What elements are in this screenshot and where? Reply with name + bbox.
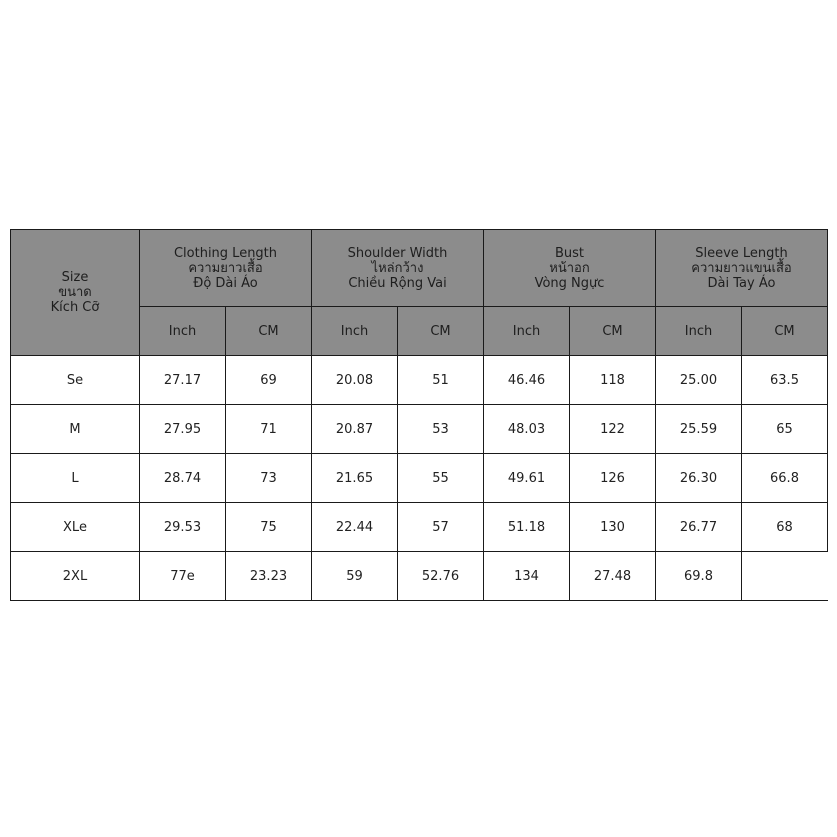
unit-header: Inch [656, 307, 742, 356]
value-cell: 68 [742, 503, 828, 552]
value-cell: 122 [570, 405, 656, 454]
table-row [11, 503, 828, 552]
value-cell: 57 [398, 503, 484, 552]
value-cell: 69.8 [656, 552, 742, 601]
value-cell: 28.74 [140, 454, 226, 503]
unit-header: Inch [312, 307, 398, 356]
value-cell: 130 [570, 503, 656, 552]
size-header-vi: Kích Cỡ [50, 300, 100, 315]
clothing-length-en: Clothing Length [173, 245, 278, 261]
unit-header: CM [742, 307, 828, 356]
value-cell: 52.76 [398, 552, 484, 601]
value-cell: 25.59 [656, 405, 742, 454]
unit-header: CM [398, 307, 484, 356]
value-cell: 134 [484, 552, 570, 601]
size-cell: M [11, 405, 140, 454]
unit-header: CM [570, 307, 656, 356]
value-cell: 65 [742, 405, 828, 454]
header-row-groups [11, 230, 828, 307]
table-row [11, 356, 828, 405]
unit-header: Inch [140, 307, 226, 356]
value-cell: 46.46 [484, 356, 570, 405]
value-cell: 73 [226, 454, 312, 503]
size-cell: XLe [11, 503, 140, 552]
value-cell: 71 [226, 405, 312, 454]
value-cell: 49.61 [484, 454, 570, 503]
table-row [11, 454, 828, 503]
value-cell: 20.87 [312, 405, 398, 454]
shoulder-width-th: ไหล่กว้าง [371, 260, 424, 276]
size-cell: L [11, 454, 140, 503]
value-cell: 126 [570, 454, 656, 503]
value-cell: 77e [140, 552, 226, 601]
value-cell: 51 [398, 356, 484, 405]
unit-header: CM [226, 307, 312, 356]
value-cell: 22.44 [312, 503, 398, 552]
size-chart-table [10, 229, 828, 601]
sleeve-length-vi: Dài Tay Áo [707, 275, 776, 291]
table-row [11, 405, 828, 454]
value-cell: 63.5 [742, 356, 828, 405]
value-cell: 75 [226, 503, 312, 552]
header-sleeve-length [656, 230, 828, 307]
clothing-length-vi: Độ Dài Áo [193, 275, 258, 291]
shoulder-width-en: Shoulder Width [347, 245, 448, 261]
value-cell: 27.95 [140, 405, 226, 454]
value-cell-empty [742, 552, 828, 601]
table-row [11, 552, 828, 601]
value-cell: 26.30 [656, 454, 742, 503]
shoulder-width-vi: Chiều Rộng Vai [348, 275, 447, 291]
size-header-th: ขนาด [58, 285, 92, 300]
value-cell: 48.03 [484, 405, 570, 454]
clothing-length-th: ความยาวเสื้อ [188, 260, 263, 276]
value-cell: 26.77 [656, 503, 742, 552]
bust-en: Bust [554, 245, 585, 261]
value-cell: 118 [570, 356, 656, 405]
value-cell: 29.53 [140, 503, 226, 552]
sleeve-length-en: Sleeve Length [695, 245, 788, 261]
value-cell: 69 [226, 356, 312, 405]
value-cell: 27.17 [140, 356, 226, 405]
value-cell: 66.8 [742, 454, 828, 503]
value-cell: 55 [398, 454, 484, 503]
bust-vi: Vòng Ngực [534, 275, 605, 291]
value-cell: 27.48 [570, 552, 656, 601]
unit-header: Inch [484, 307, 570, 356]
size-cell: Se [11, 356, 140, 405]
value-cell: 20.08 [312, 356, 398, 405]
size-cell: 2XL [11, 552, 140, 601]
bust-th: หน้าอก [549, 260, 590, 276]
value-cell: 21.65 [312, 454, 398, 503]
header-shoulder-width [312, 230, 484, 307]
value-cell: 25.00 [656, 356, 742, 405]
size-header-en: Size [61, 270, 89, 285]
size-header [11, 230, 140, 356]
value-cell: 51.18 [484, 503, 570, 552]
header-clothing-length [140, 230, 312, 307]
value-cell: 23.23 [226, 552, 312, 601]
sleeve-length-th: ความยาวแขนเสื้อ [691, 260, 792, 276]
value-cell: 53 [398, 405, 484, 454]
header-bust [484, 230, 656, 307]
value-cell: 59 [312, 552, 398, 601]
